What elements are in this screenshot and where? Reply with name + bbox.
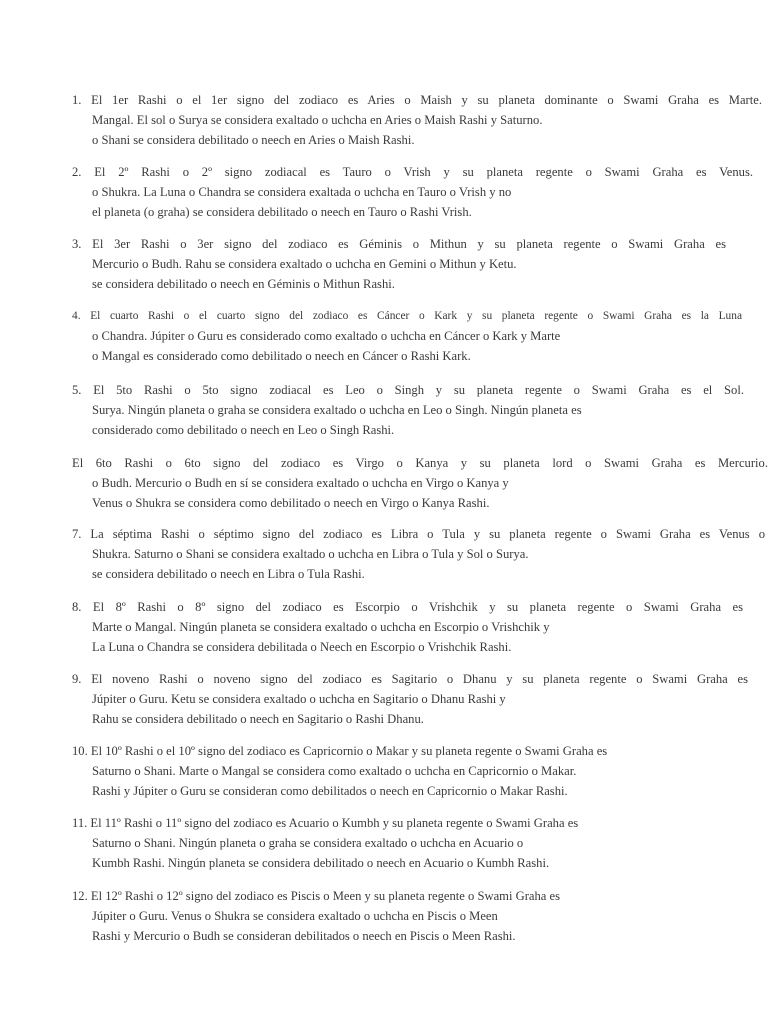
item-first-line: 9. El noveno Rashi o noveno signo del zodiaco es Sagitario o Dhanu y su planeta regente o Swami Graha es [72,672,748,686]
item-line: Júpiter o Guru. Venus o Shukra se considera exaltado o uchcha en Piscis o Meen [92,909,498,923]
item-line: Venus o Shukra se considera como debilitado o neech en Virgo o Kanya Rashi. [92,496,490,510]
item-line: Mangal. El sol o Surya se considera exaltado o uchcha en Aries o Maish Rashi y Saturno. [92,113,543,127]
item-first-line: El 6to Rashi o 6to signo del zodiaco es Virgo o Kanya y su planeta lord o Swami Graha es Mercurio. [72,456,768,470]
list-item [72,306,742,366]
item-first-line: 1. El 1er Rashi o el 1er signo del zodiaco es Aries o Maish y su planeta dominante o Swami Graha es Marte. [72,93,762,107]
item-first-line: 11. El 11º Rashi o 11º signo del zodiaco es Acuario o Kumbh y su planeta regente o Swami Graha es [72,816,579,830]
item-line: Rashi y Júpiter o Guru se consideran como debilitados o neech en Capricornio o Makar Rashi. [92,784,568,798]
item-line: se considera debilitado o neech en Libra o Tula Rashi. [92,567,365,581]
item-line: Shukra. Saturno o Shani se considera exaltado o uchcha en Libra o Tula y Sol o Surya. [92,547,529,561]
list-item [72,741,632,801]
item-line: Surya. Ningún planeta o graha se considera exaltado o uchcha en Leo o Singh. Ningún planeta es [92,403,582,417]
list-item [72,380,744,440]
item-line: Saturno o Shani. Ningún planeta o graha se considera exaltado o uchcha en Acuario o [92,836,524,850]
item-line: o Mangal es considerado como debilitado o neech en Cáncer o Rashi Kark. [92,349,471,363]
item-first-line: 7. La séptima Rashi o séptimo signo del zodiaco es Libra o Tula y su planeta regente o Swami Graha es Venus o [72,527,765,541]
list-item [72,597,743,657]
list-item [72,524,765,584]
item-line: Mercurio o Budh. Rahu se considera exaltado o uchcha en Gemini o Mithun y Ketu. [92,257,517,271]
list-item [72,234,726,294]
item-line: el planeta (o graha) se considera debilitado o neech en Tauro o Rashi Vrish. [92,205,472,219]
item-line: Saturno o Shani. Marte o Mangal se considera como exaltado o uchcha en Capricornio o Makar. [92,764,577,778]
item-line: o Budh. Mercurio o Budh en sí se considera exaltado o uchcha en Virgo o Kanya y [92,476,509,490]
item-line: se considera debilitado o neech en Géminis o Mithun Rashi. [92,277,395,291]
item-line: o Shukra. La Luna o Chandra se considera exaltada o uchcha en Tauro o Vrish y no [92,185,512,199]
item-line: Júpiter o Guru. Ketu se considera exaltado o uchcha en Sagitario o Dhanu Rashi y [92,692,506,706]
list-item [72,162,753,222]
list-item [72,453,768,513]
item-line: Kumbh Rashi. Ningún planeta se considera debilitado o neech en Acuario o Kumbh Rashi. [92,856,550,870]
item-first-line: 2. El 2º Rashi o 2º signo zodiacal es Tauro o Vrish y su planeta regente o Swami Graha es Venus. [72,165,753,179]
list-item [72,886,632,946]
item-first-line: 10. El 10º Rashi o el 10º signo del zodiaco es Capricornio o Makar y su planeta regente o Swami Graha es [72,744,608,758]
item-line: considerado como debilitado o neech en Leo o Singh Rashi. [92,423,395,437]
list-item [72,669,748,729]
item-first-line: 8. El 8º Rashi o 8º signo del zodiaco es Escorpio o Vrishchik y su planeta regente o Swami Graha es [72,600,743,614]
item-line: Rahu se considera debilitado o neech en Sagitario o Rashi Dhanu. [92,712,424,726]
item-line: o Chandra. Júpiter o Guru es considerado como exaltado o uchcha en Cáncer o Kark y Marte [92,329,561,343]
item-line: Rashi y Mercurio o Budh se consideran debilitados o neech en Piscis o Meen Rashi. [92,929,516,943]
item-first-line: 5. El 5to Rashi o 5to signo zodiacal es Leo o Singh y su planeta regente o Swami Graha es el Sol. [72,383,744,397]
item-line: o Shani se considera debilitado o neech en Aries o Maish Rashi. [92,133,415,147]
item-first-line: 4. El cuarto Rashi o el cuarto signo del zodiaco es Cáncer o Kark y su planeta regente o Swami Graha es la Luna [72,310,742,322]
item-first-line: 12. El 12º Rashi o 12º signo del zodiaco es Piscis o Meen y su planeta regente o Swami Graha es [72,889,561,903]
list-item [72,813,632,873]
item-line: La Luna o Chandra se considera debilitada o Neech en Escorpio o Vrishchik Rashi. [92,640,512,654]
list-item [72,90,762,150]
item-line: Marte o Mangal. Ningún planeta se considera exaltado o uchcha en Escorpio o Vrishchik y [92,620,550,634]
item-first-line: 3. El 3er Rashi o 3er signo del zodiaco es Géminis o Mithun y su planeta regente o Swami Graha es [72,237,726,251]
